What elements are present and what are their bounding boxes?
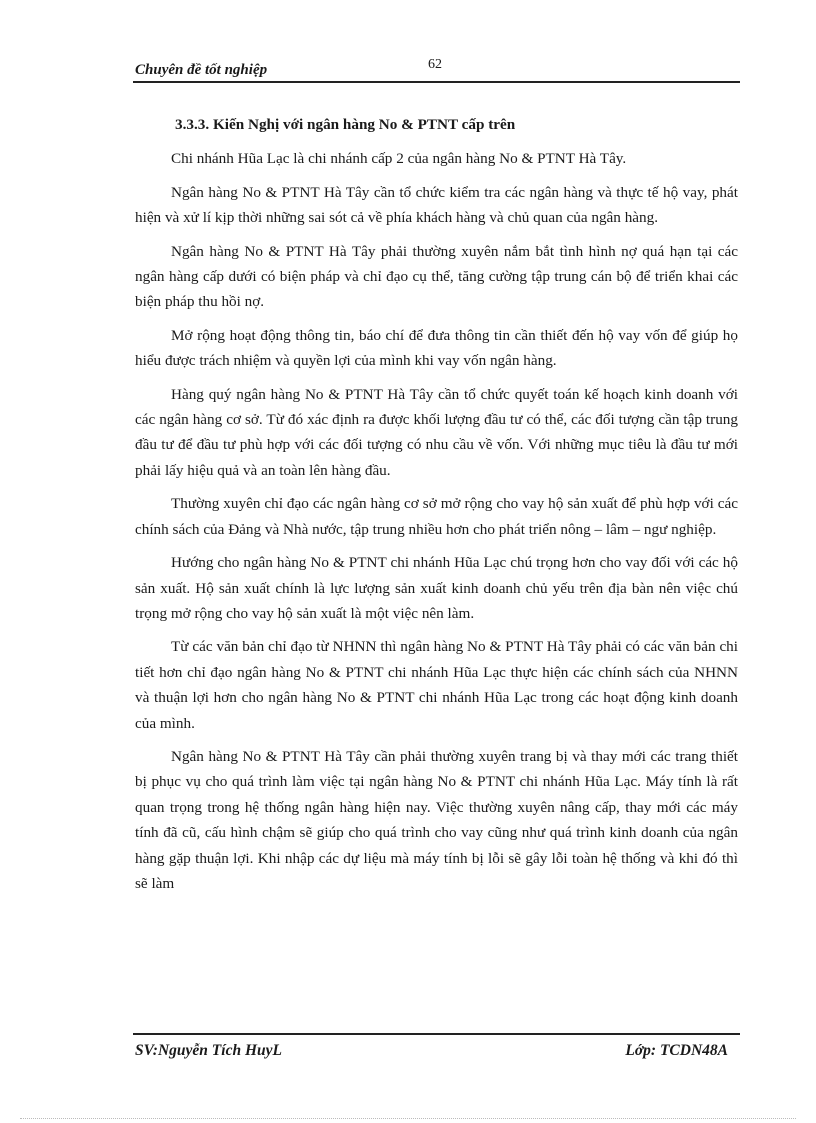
paragraph: Mở rộng hoạt động thông tin, báo chí để đưa thông tin cần thiết đến hộ vay vốn để giúp họ hiểu được trách nhiệm và quyền lợi của mình khi vay vốn ngân hàng. (135, 326, 738, 370)
header-title: Chuyên đề tốt nghiệp (135, 62, 268, 78)
footer-divider (133, 1033, 740, 1035)
page-number: 62 (428, 57, 442, 72)
paragraph: Thường xuyên chỉ đạo các ngân hàng cơ sở mở rộng cho vay hộ sản xuất để phù hợp với các chính sách của Đảng và Nhà nước, tập trung nhiều hơn cho phát triển nông – lâm – ngư nghiệp. (135, 495, 738, 538)
footer-class: Lớp: TCDN48A (625, 1042, 728, 1059)
paragraph: Hàng quý ngân hàng No & PTNT Hà Tây cần tổ chức quyết toán kế hoạch kinh doanh với các ngân hàng cơ sở. Từ đó xác định ra được khối lượng đầu tư có thể, các đối tượng cần tập trung đầu tư để đầu tư phù hợp với các đối tượng có nhu cầu về vốn. Với những mục tiêu là đầu tư mới phải lấy hiệu quả và an toàn lên hàng đầu. (135, 385, 738, 479)
paragraph: Hướng cho ngân hàng No & PTNT chi nhánh Hũa Lạc chú trọng hơn cho vay đối với các hộ sản xuất. Hộ sản xuất chính là lực lượng sản xuất kinh doanh chủ yếu trên địa bàn nên việc chú trọng mở rộng cho vay hộ sản xuất là một việc nên làm. (135, 554, 738, 622)
page-bottom-border (20, 1118, 796, 1119)
paragraph: Ngân hàng No & PTNT Hà Tây cần tổ chức kiểm tra các ngân hàng và thực tế hộ vay, phát hiện và xử lí kịp thời những sai sót cả về phía khách hàng và chủ quan của ngân hàng. (135, 183, 738, 227)
paragraph: Chi nhánh Hũa Lạc là chi nhánh cấp 2 của ngân hàng No & PTNT Hà Tây. (171, 150, 627, 168)
footer-student: SV:Nguyễn Tích HuyL (135, 1042, 282, 1059)
paragraph: Ngân hàng No & PTNT Hà Tây phải thường xuyên nắm bắt tình hình nợ quá hạn tại các ngân hàng cấp dưới có biện pháp và chỉ đạo cụ thể, tăng cường tập trung cán bộ để triển khai các biện pháp thu hồi nợ. (135, 242, 738, 311)
paragraph: Ngân hàng No & PTNT Hà Tây cần phải thường xuyên trang bị và thay mới các trang thiết bị phục vụ cho quá trình làm việc tại ngân hàng No & PTNT chi nhánh Hũa Lạc. Máy tính là rất quan trọng trong hệ thống ngân hàng hiện nay. Việc thường xuyên nâng cấp, thay mới các máy tính đã cũ, cấu hình chậm sẽ giúp cho quá trình cho vay cũng như quá trình kinh doanh của ngân hàng gặp thuận lợi. Khi nhập các dự liệu mà máy tính bị lỗi sẽ gây lỗi toàn hệ thống và khi đó thì sẽ làm (135, 747, 738, 892)
document-body (135, 112, 738, 904)
section-heading: 3.3.3. Kiến Nghị với ngân hàng No & PTNT cấp trên (175, 116, 516, 133)
paragraph: Từ các văn bản chỉ đạo từ NHNN thì ngân hàng No & PTNT Hà Tây phải có các văn bản chi tiết hơn chỉ đạo ngân hàng No & PTNT chi nhánh Hũa Lạc thực hiện các chính sách của NHNN và thuận lợi hơn cho ngân hàng No & PTNT chi nhánh Hũa Lạc trong các hoạt động kinh doanh của mình. (135, 638, 738, 732)
header-divider (133, 81, 740, 83)
